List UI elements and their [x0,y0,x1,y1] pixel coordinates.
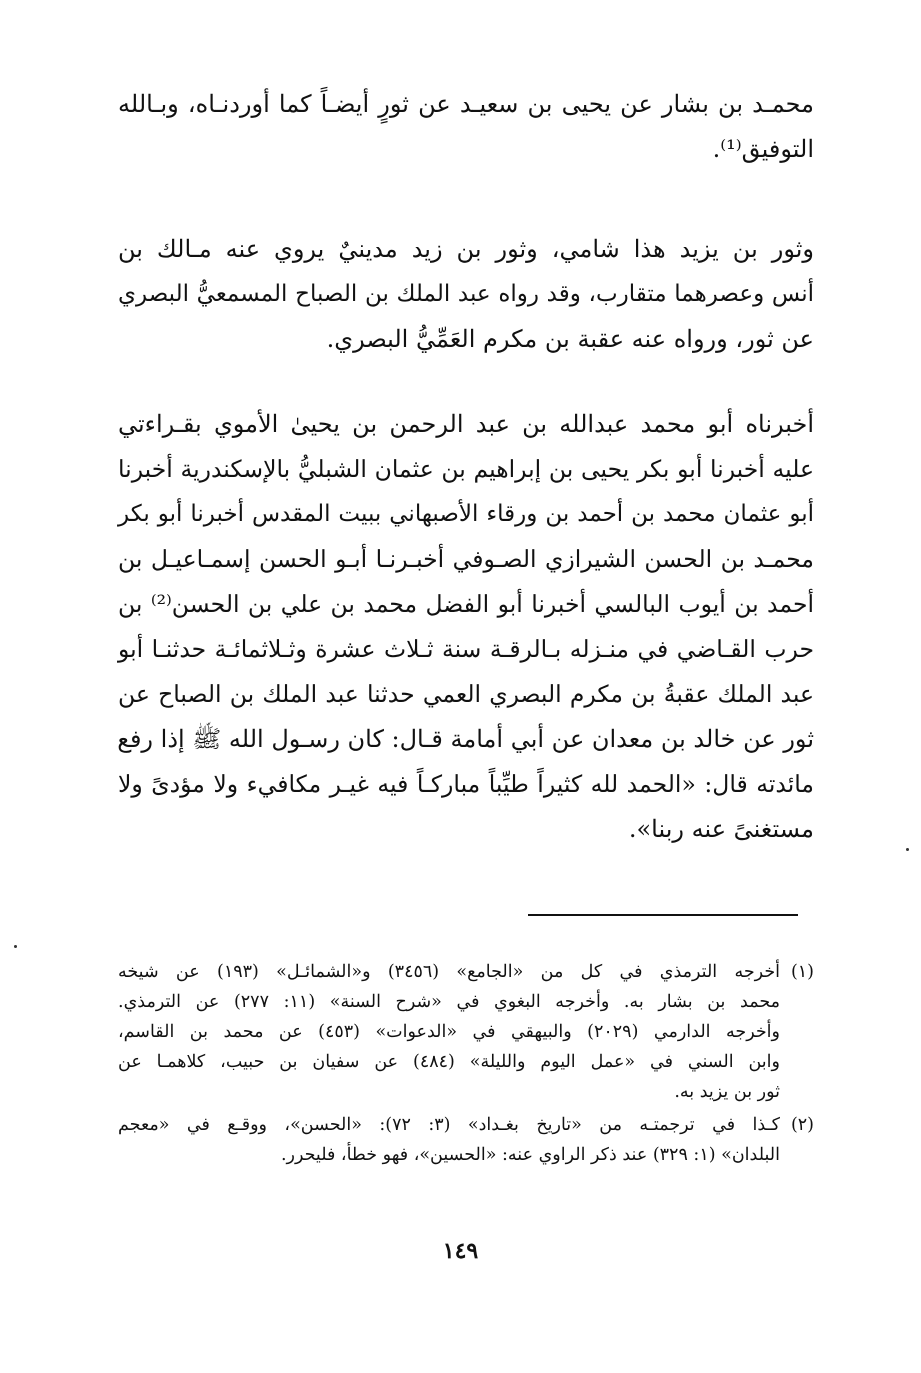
footnote-line: كـذا في ترجمتـه من «تاريخ بغـداد» (٣: ٧٢): «الحسن»، ووقـع في «معجم [118,1115,780,1135]
text-line: أنس وعصرهما متقارب، وقد رواه عبد الملك بن الصباح المسمعيُّ البصري [118,281,814,307]
text-line: أحمد بن أيوب البالسي أخبرنا أبو الفضل محمد بن علي بن الحسن⁽²⁾ بن [118,590,815,618]
text-line: محمـد بن الحسن الشيرازي الصـوفي أخبـرنـا أبـو الحسن إسمـاعيـل بن [118,545,814,573]
footnote-line: محمد بن بشار به. وأخرجه البغوي في «شرح السنة» (١١: ٢٧٧) عن الترمذي. [118,992,780,1012]
text-line: مستغنىً عنه ربنا». [628,815,814,843]
footnote-1 [118,957,814,1107]
footnote-separator [528,914,798,916]
text-line: عن ثور، ورواه عنه عقبة بن مكرم العَمِّيُّ البصري. [326,325,814,353]
text-line: عبد الملك عقبةُ بن مكرم البصري العمي حدثنا عبد الملك بن الصباح عن [118,680,814,708]
paragraph-3-isnad [118,402,814,852]
text-line: عليه أخبرنا أبو بكر يحيى بن إبراهيم بن عثمان الشبليُّ بالإسكندرية أخبرنا [118,455,814,483]
text-line: وثور بن يزيد هذا شامي، وثور بن زيد مدينيٌ يروي عنه مـالك بن [118,235,814,263]
page-number: ١٤٩ [442,1238,479,1264]
text-line: التوفيق⁽¹⁾. [712,135,814,163]
paragraph-1 [118,82,814,172]
text-line: أبو عثمان محمد بن أحمد بن ورقاء الأصبهاني ببيت المقدس أخبرنا أبو بكر [118,501,814,527]
footnote-line: وابن السني في «عمل اليوم والليلة» (٤٨٤) عن سفيان بن حبيب، كلاهمـا عن [118,1052,780,1072]
text-line: أخبرناه أبو محمد عبدالله بن عبد الرحمن بن يحيىٰ الأموي بقـراءتي [118,410,814,438]
footnote-line: البلدان» (١: ٣٢٩) عند ذكر الراوي عنه: «الحسين»، فهو خطأ، فليحرر. [280,1145,780,1165]
footnotes [118,957,814,1173]
scan-speck [906,848,909,851]
text-line: ثور عن خالد بن معدان عن أبي أمامة قـال: كان رسـول الله ﷺ إذا رفع [117,725,814,753]
footnote-2 [118,1110,814,1170]
text-line: محمـد بن بشار عن يحيى بن سعيـد عن ثورٍ أيضـاً كما أوردنـاه، وبـالله [118,90,814,118]
scan-speck [14,945,17,948]
footnote-number: (٢) [790,1115,814,1135]
paragraph-2 [118,227,814,362]
footnote-line: أخرجه الترمذي في كل من «الجامع» (٣٤٥٦) و«الشمائـل» (١٩٣) عن شيخه [118,962,780,982]
text-line: حرب القـاضي في منـزله بـالرقـة سنة ثـلاث عشرة وثـلاثمائـة حدثنـا أبو [118,635,814,663]
footnote-line: ثور بن يزيد به. [674,1082,780,1102]
text-line: مائدته قال: «الحمد لله كثيراً طيِّباً مباركـاً فيه غيـر مكافيء ولا مؤدىً ولا [118,770,814,798]
footnote-number: (١) [790,962,814,982]
footnote-line: وأخرجه الدارمي (٢٠٢٩) والبيهقي في «الدعوات» (٤٥٣) عن محمد بن القاسم، [118,1022,780,1042]
